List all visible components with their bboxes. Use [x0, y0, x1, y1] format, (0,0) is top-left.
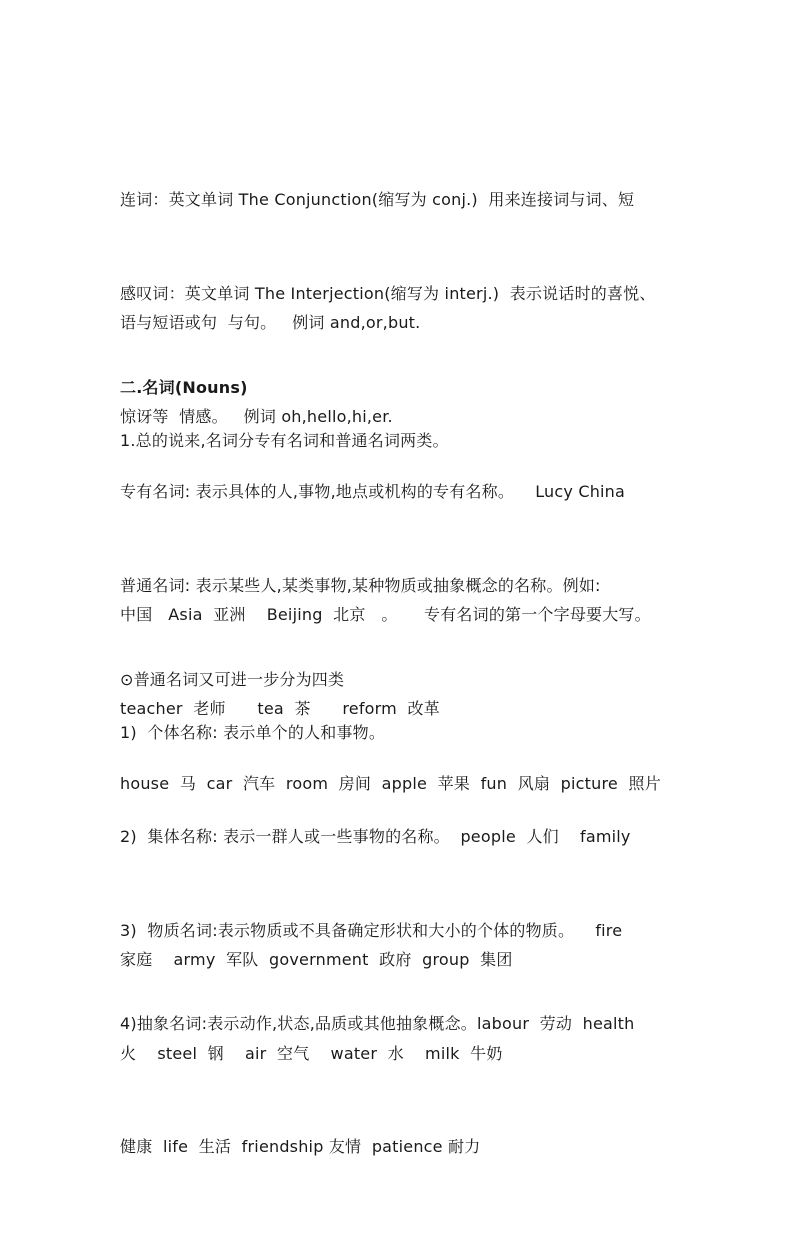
text-line: 普通名词: 表示某些人,某类事物,某种物质或抽象概念的名称。例如: [120, 576, 601, 595]
text-line: 2) 集体名称: 表示一群人或一些事物的名称。 people 人们 family [120, 827, 631, 846]
text-line: 语与短语或句 与句。 例词 and,or,but. [120, 313, 421, 332]
text-line: 连词：英文单词 The Conjunction(缩写为 conj.) 用来连接词与词、短 [120, 190, 635, 209]
text-line: 惊讶等 情感。 例词 oh,hello,hi,er. [120, 407, 393, 426]
text-line: 火 steel 钢 air 空气 water 水 milk 牛奶 [120, 1044, 503, 1063]
text-line: 1) 个体名称: 表示单个的人和事物。 [120, 723, 386, 742]
text-line: 1.总的说来,名词分专有名词和普通名词两类。 [120, 431, 449, 450]
text-line: 3) 物质名词:表示物质或不具备确定形状和大小的个体的物质。 fire [120, 921, 623, 940]
text-line: 家庭 army 军队 government 政府 group 集团 [120, 950, 513, 969]
text-line: 专有名词: 表示具体的人,事物,地点或机构的专有名称。 Lucy China [120, 482, 626, 501]
text-line: teacher 老师 tea 茶 reform 改革 [120, 699, 440, 718]
text-line: 健康 life 生活 friendship 友情 patience 耐力 [120, 1137, 481, 1156]
text-line: house 马 car 汽车 room 房间 apple 苹果 fun 风扇 picture 照片 [120, 774, 661, 793]
text-line: ⊙普通名词又可进一步分为四类 [120, 670, 345, 689]
text-line: 中国 Asia 亚洲 Beijing 北京 。 专有名词的第一个字母要大写。 [120, 605, 651, 624]
text-line: 4)抽象名词:表示动作,状态,品质或其他抽象概念。labour 劳动 health [120, 1014, 635, 1033]
paragraph-abstract-nouns [120, 921, 695, 1249]
text-line: 感叹词：英文单词 The Interjection(缩写为 interj.) 表示说话时的喜悦、 [120, 284, 656, 303]
heading-text: 二.名词(Nouns) [120, 378, 248, 397]
